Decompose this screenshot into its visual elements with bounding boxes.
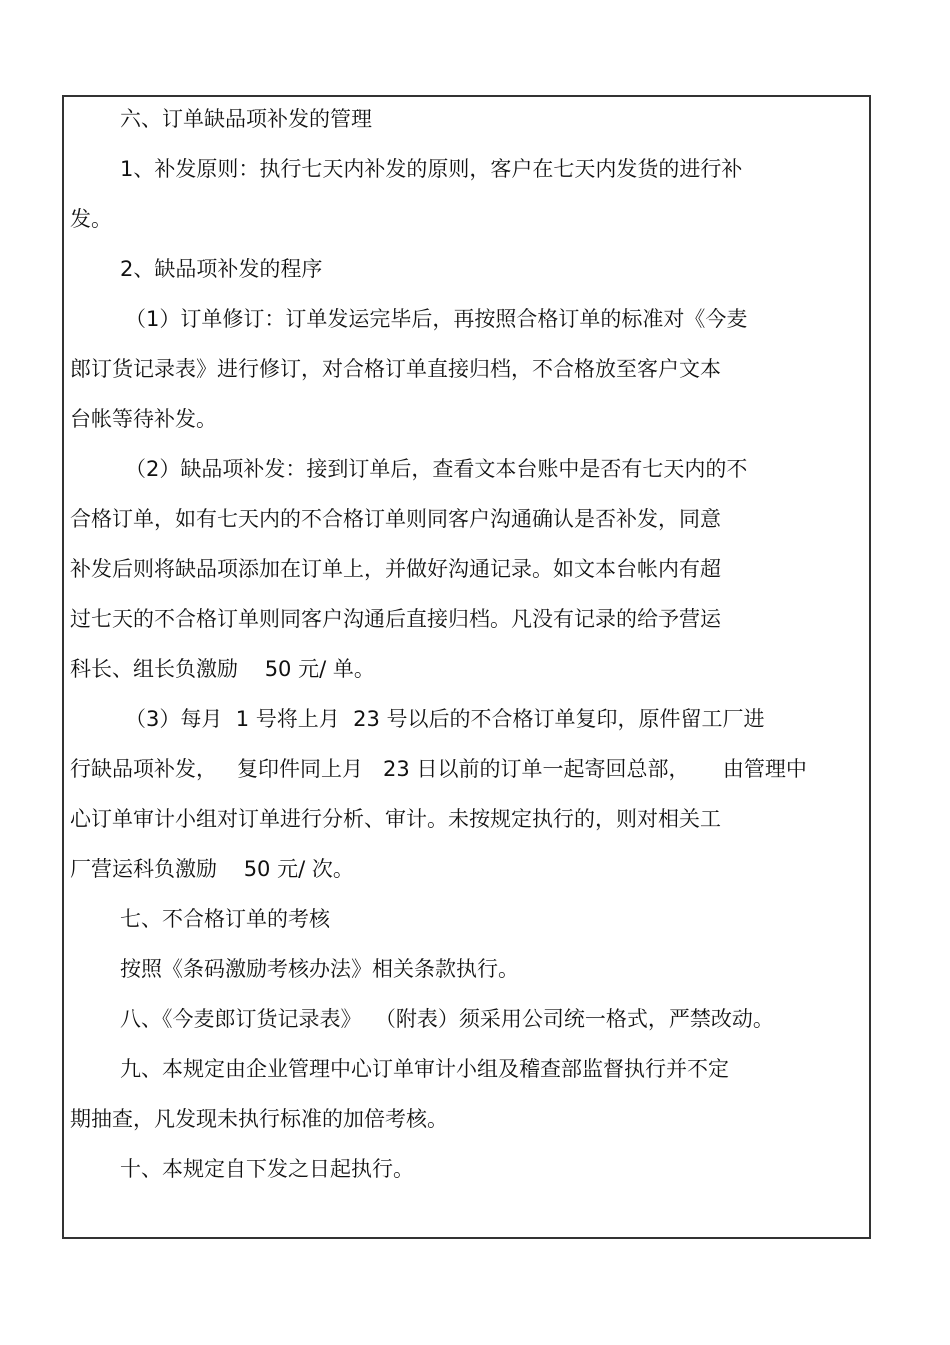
paragraph-line: 合格订单，如有七天内的不合格订单则同客户沟通确认是否补发，同意: [70, 507, 721, 531]
paragraph-line: 期抽查，凡发现未执行标准的加倍考核。: [70, 1107, 448, 1131]
paragraph-line: 行缺品项补发， 复印件同上月 23 日以前的订单一起寄回总部， 由管理中: [70, 757, 807, 781]
section-8-line: 八、《今麦郎订货记录表》 （附表）须采用公司统一格式，严禁改动。: [120, 1007, 774, 1031]
paragraph-line: 发。: [70, 207, 112, 231]
paragraph-line: 按照《条码激励考核办法》相关条款执行。: [120, 957, 519, 981]
paragraph-line: （2）缺品项补发：接到订单后，查看文本台账中是否有七天内的不: [125, 457, 748, 481]
paragraph-line: 心订单审计小组对订单进行分析、审计。未按规定执行的，则对相关工: [70, 807, 721, 831]
paragraph-line: 郎订货记录表》进行修订，对合格订单直接归档，不合格放至客户文本: [70, 357, 721, 381]
paragraph-line: 补发后则将缺品项添加在订单上，并做好沟通记录。如文本台帐内有超: [70, 557, 721, 581]
paragraph-line: 1、补发原则：执行七天内补发的原则，客户在七天内发货的进行补: [120, 157, 743, 181]
paragraph-line: （1）订单修订：订单发运完毕后，再按照合格订单的标准对《今麦: [125, 307, 748, 331]
paragraph-line: 厂营运科负激励 50 元/ 次。: [70, 857, 354, 881]
paragraph-line: 科长、组长负激励 50 元/ 单。: [70, 657, 375, 681]
section-9-line: 九、本规定由企业管理中心订单审计小组及稽查部监督执行并不定: [120, 1057, 729, 1081]
subsection-heading: 2、缺品项补发的程序: [120, 257, 323, 281]
section-7-heading: 七、不合格订单的考核: [120, 907, 330, 931]
section-10-line: 十、本规定自下发之日起执行。: [120, 1157, 414, 1181]
section-6-heading: 六、订单缺品项补发的管理: [120, 107, 372, 131]
paragraph-line: 过七天的不合格订单则同客户沟通后直接归档。凡没有记录的给予营运: [70, 607, 721, 631]
paragraph-line: （3）每月 1 号将上月 23 号以后的不合格订单复印，原件留工厂进: [125, 707, 765, 731]
paragraph-line: 台帐等待补发。: [70, 407, 217, 431]
